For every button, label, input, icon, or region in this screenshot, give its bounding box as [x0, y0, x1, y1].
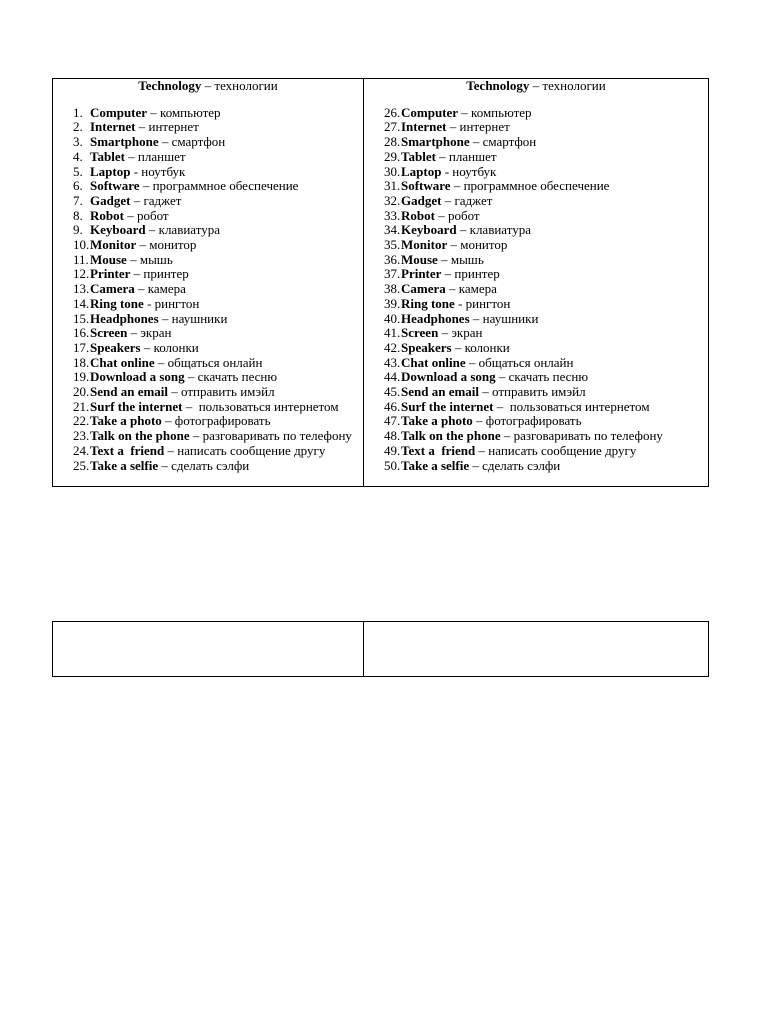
vocab-item-number: 36.: [384, 251, 401, 267]
vocab-item: [53, 165, 363, 180]
vocab-item-number: 15.: [73, 310, 90, 326]
vocab-item-english: Computer: [90, 104, 148, 120]
vocab-item-russian: - ноутбук: [130, 163, 186, 179]
vocab-item: [53, 370, 363, 385]
vocab-item: [53, 223, 363, 238]
vocab-item-russian: – мышь: [437, 251, 484, 267]
vocab-item: [364, 179, 708, 194]
vocab-item: [53, 414, 363, 429]
vocab-item-russian: – пользоваться интернетом: [493, 398, 650, 414]
vocab-item-number: 24.: [73, 442, 90, 458]
vocab-item-english: Computer: [401, 104, 459, 120]
vocab-item-english: Mouse: [90, 251, 127, 267]
vocab-item-russian: – программное обеспечение: [450, 178, 610, 194]
vocab-item-english: Printer: [401, 266, 442, 282]
vocab-item-number: 25.: [73, 457, 90, 473]
vocab-item-russian: – разговаривать по телефону: [189, 428, 352, 444]
vocab-item-russian: – монитор: [136, 237, 197, 253]
right-column-title: [364, 79, 708, 94]
vocab-item-russian: – разговаривать по телефону: [500, 428, 663, 444]
vocab-item-russian: – сделать сэлфи: [158, 457, 250, 473]
title-english: Technology: [466, 78, 530, 93]
vocab-item-russian: – смартфон: [158, 134, 226, 150]
vocab-item-number: 27.: [384, 119, 401, 135]
vocab-item: [53, 120, 363, 135]
vocabulary-table: [52, 78, 709, 487]
vocab-item-russian: – наушники: [158, 310, 228, 326]
vocab-item: [364, 106, 708, 121]
empty-left-cell: [53, 622, 364, 677]
vocab-item-english: Speakers: [401, 339, 452, 355]
empty-right-cell: [364, 622, 709, 677]
left-column: [53, 79, 364, 487]
table-row: [53, 622, 709, 677]
vocab-item-number: 40.: [384, 310, 401, 326]
vocab-item-number: 16.: [73, 325, 90, 341]
vocab-item: [53, 312, 363, 327]
right-column: [364, 79, 709, 487]
title-russian: – технологии: [201, 78, 278, 93]
vocab-item-english: Monitor: [90, 237, 137, 253]
vocab-item-number: 44.: [384, 369, 401, 385]
vocab-item: [53, 179, 363, 194]
title-english: Technology: [138, 78, 202, 93]
vocab-item-russian: – клавиатура: [456, 222, 532, 238]
vocab-item-english: Keyboard: [90, 222, 146, 238]
vocab-item-russian: – робот: [123, 207, 169, 223]
vocab-item-russian: – отправить имэйл: [479, 384, 586, 400]
vocab-item-russian: - ноутбук: [441, 163, 497, 179]
vocab-item-english: Gadget: [90, 192, 131, 208]
vocab-item-english: Smartphone: [401, 134, 470, 150]
vocab-item: [364, 356, 708, 371]
table-row: [53, 79, 709, 487]
vocab-item-russian: – планшет: [124, 148, 186, 164]
vocab-item-russian: – смартфон: [469, 134, 537, 150]
vocab-item-russian: – колонки: [451, 339, 510, 355]
vocab-item: [53, 194, 363, 209]
vocab-item-russian: – гаджет: [441, 192, 493, 208]
vocab-item-number: 11.: [73, 251, 89, 267]
vocab-item-russian: – фотографировать: [472, 413, 582, 429]
vocab-item-number: 18.: [73, 354, 90, 370]
vocab-item: [364, 282, 708, 297]
vocab-item-russian: – робот: [434, 207, 480, 223]
vocab-item-russian: – монитор: [447, 237, 508, 253]
vocab-item-number: 19.: [73, 369, 90, 385]
vocab-item: [364, 444, 708, 459]
vocab-item-english: Screen: [401, 325, 439, 341]
vocab-item-number: 38.: [384, 281, 401, 297]
vocab-item-russian: – экран: [127, 325, 172, 341]
vocab-item-number: 21.: [73, 398, 90, 414]
vocab-item-number: 3.: [73, 134, 83, 150]
vocab-item-english: Software: [90, 178, 140, 194]
vocab-item-number: 9.: [73, 222, 83, 238]
vocab-item: [53, 385, 363, 400]
vocab-item-russian: – фотографировать: [161, 413, 271, 429]
vocab-item-number: 4.: [73, 148, 83, 164]
left-column-title: [53, 79, 363, 94]
vocab-item-english: Take a selfie: [401, 457, 470, 473]
vocab-item: [364, 267, 708, 282]
vocab-item-number: 12.: [73, 266, 90, 282]
vocab-item: [364, 297, 708, 312]
vocab-item-russian: – общаться онлайн: [465, 354, 574, 370]
vocab-item-english: Send an email: [90, 384, 169, 400]
vocab-item-number: 6.: [73, 178, 83, 194]
vocab-item-number: 37.: [384, 266, 401, 282]
vocab-item-english: Take a selfie: [90, 457, 159, 473]
vocab-item-english: Headphones: [90, 310, 159, 326]
vocab-item-english: Surf the internet: [401, 398, 494, 414]
vocab-item-number: 41.: [384, 325, 401, 341]
vocab-item: [364, 253, 708, 268]
vocab-item: [364, 150, 708, 165]
vocab-item: [364, 414, 708, 429]
vocab-item-number: 33.: [384, 207, 401, 223]
vocab-item-russian: – клавиатура: [145, 222, 221, 238]
vocab-item-english: Camera: [401, 281, 446, 297]
vocab-item-number: 5.: [73, 163, 83, 179]
vocab-item-english: Take a photo: [90, 413, 162, 429]
vocab-item-english: Download a song: [401, 369, 496, 385]
vocab-item-english: Mouse: [401, 251, 438, 267]
vocab-item: [364, 326, 708, 341]
vocab-item-russian: – камера: [445, 281, 497, 297]
vocab-item: [364, 429, 708, 444]
vocab-item-number: 22.: [73, 413, 90, 429]
vocab-item-english: Robot: [90, 207, 124, 223]
vocab-item: [53, 106, 363, 121]
vocab-item-russian: – скачать песню: [495, 369, 589, 385]
vocab-item: [364, 120, 708, 135]
vocab-item-number: 7.: [73, 192, 83, 208]
vocab-item-russian: – компьютер: [458, 104, 532, 120]
vocab-item-russian: – сделать сэлфи: [469, 457, 561, 473]
vocab-item-number: 26.: [384, 104, 401, 120]
vocab-item-number: 45.: [384, 384, 401, 400]
vocab-item: [364, 400, 708, 415]
vocab-item-russian: - рингтон: [454, 295, 511, 311]
vocab-item-english: Ring tone: [401, 295, 455, 311]
vocab-item: [53, 135, 363, 150]
vocab-item: [364, 341, 708, 356]
vocab-item-number: 13.: [73, 281, 90, 297]
vocab-item-number: 29.: [384, 148, 401, 164]
vocab-item-english: Talk on the phone: [90, 428, 190, 444]
vocab-item-number: 43.: [384, 354, 401, 370]
vocab-item-number: 32.: [384, 192, 401, 208]
vocab-item-english: Screen: [90, 325, 128, 341]
vocab-item-english: Download a song: [90, 369, 185, 385]
vocab-item-english: Robot: [401, 207, 435, 223]
vocab-item: [364, 312, 708, 327]
vocab-item: [53, 341, 363, 356]
vocab-item-english: Camera: [90, 281, 135, 297]
vocab-item-russian: – пользоваться интернетом: [182, 398, 339, 414]
vocab-item-russian: – программное обеспечение: [139, 178, 299, 194]
vocab-item-number: 46.: [384, 398, 401, 414]
empty-table: [52, 621, 709, 677]
vocab-item-russian: – принтер: [130, 266, 189, 282]
vocab-item-russian: – написать сообщение другу: [475, 442, 637, 458]
vocab-item-number: 50.: [384, 457, 401, 473]
vocab-item-english: Send an email: [401, 384, 480, 400]
vocab-item-english: Internet: [90, 119, 136, 135]
right-vocab-list: [364, 106, 708, 474]
vocab-item: [53, 253, 363, 268]
vocab-item: [53, 356, 363, 371]
vocab-item: [53, 326, 363, 341]
vocab-item: [53, 209, 363, 224]
vocab-item: [364, 370, 708, 385]
vocab-item-number: 35.: [384, 237, 401, 253]
vocab-item-english: Gadget: [401, 192, 442, 208]
vocab-item: [364, 223, 708, 238]
vocab-item-number: 39.: [384, 295, 401, 311]
vocab-item-russian: – скачать песню: [184, 369, 278, 385]
vocab-item: [53, 150, 363, 165]
vocab-item: [53, 297, 363, 312]
vocab-item-english: Text a friend: [90, 442, 165, 458]
vocab-item-english: Internet: [401, 119, 447, 135]
vocab-item-russian: – планшет: [435, 148, 497, 164]
vocab-item-english: Talk on the phone: [401, 428, 501, 444]
vocab-item-russian: - рингтон: [143, 295, 200, 311]
vocab-item: [53, 444, 363, 459]
vocab-item-number: 42.: [384, 339, 401, 355]
vocab-item-english: Take a photo: [401, 413, 473, 429]
vocab-item-english: Laptop: [90, 163, 131, 179]
vocab-item-russian: – принтер: [441, 266, 500, 282]
vocab-item-russian: – написать сообщение другу: [164, 442, 326, 458]
vocab-item-russian: – экран: [438, 325, 483, 341]
vocab-item-number: 30.: [384, 163, 401, 179]
vocab-item: [364, 135, 708, 150]
vocab-item: [53, 400, 363, 415]
vocab-item: [364, 238, 708, 253]
left-vocab-list: [53, 106, 363, 474]
vocab-item-russian: – интернет: [446, 119, 510, 135]
vocab-item-russian: – колонки: [140, 339, 199, 355]
title-russian: – технологии: [529, 78, 606, 93]
vocab-item-english: Tablet: [401, 148, 436, 164]
vocab-item-russian: – компьютер: [147, 104, 221, 120]
vocab-item-number: 1.: [73, 104, 83, 120]
vocab-item-russian: – интернет: [135, 119, 199, 135]
vocab-item-english: Chat online: [90, 354, 155, 370]
vocab-item: [53, 429, 363, 444]
vocab-item: [364, 209, 708, 224]
vocab-item-number: 17.: [73, 339, 90, 355]
vocab-item-english: Keyboard: [401, 222, 457, 238]
vocab-item-english: Laptop: [401, 163, 442, 179]
vocab-item-russian: – мышь: [126, 251, 173, 267]
vocab-item: [53, 459, 363, 474]
vocab-item-number: 8.: [73, 207, 83, 223]
vocab-item-number: 31.: [384, 178, 401, 194]
vocab-item-russian: – отправить имэйл: [168, 384, 275, 400]
vocab-item-english: Tablet: [90, 148, 125, 164]
vocab-item-english: Monitor: [401, 237, 448, 253]
vocab-item-english: Smartphone: [90, 134, 159, 150]
vocab-item-english: Surf the internet: [90, 398, 183, 414]
vocab-item: [364, 194, 708, 209]
vocab-item-english: Ring tone: [90, 295, 144, 311]
vocab-item: [53, 238, 363, 253]
vocab-item: [53, 267, 363, 282]
vocab-item-russian: – камера: [134, 281, 186, 297]
vocab-item-english: Headphones: [401, 310, 470, 326]
vocab-item-number: 23.: [73, 428, 90, 444]
vocab-item: [364, 385, 708, 400]
vocab-item-english: Printer: [90, 266, 131, 282]
vocab-item-number: 49.: [384, 442, 401, 458]
vocab-item-english: Chat online: [401, 354, 466, 370]
vocab-item: [53, 282, 363, 297]
vocab-item-number: 34.: [384, 222, 401, 238]
vocab-item-russian: – гаджет: [130, 192, 182, 208]
vocab-item-english: Text a friend: [401, 442, 476, 458]
vocab-item: [364, 165, 708, 180]
vocab-item-russian: – общаться онлайн: [154, 354, 263, 370]
vocab-item-number: 28.: [384, 134, 401, 150]
vocab-item-russian: – наушники: [469, 310, 539, 326]
vocab-item-number: 10.: [73, 237, 90, 253]
vocab-item: [364, 459, 708, 474]
vocab-item-number: 14.: [73, 295, 90, 311]
vocab-item-english: Speakers: [90, 339, 141, 355]
vocab-item-number: 2.: [73, 119, 83, 135]
vocab-item-number: 47.: [384, 413, 401, 429]
vocab-item-number: 48.: [384, 428, 401, 444]
vocab-item-number: 20.: [73, 384, 90, 400]
vocab-item-english: Software: [401, 178, 451, 194]
